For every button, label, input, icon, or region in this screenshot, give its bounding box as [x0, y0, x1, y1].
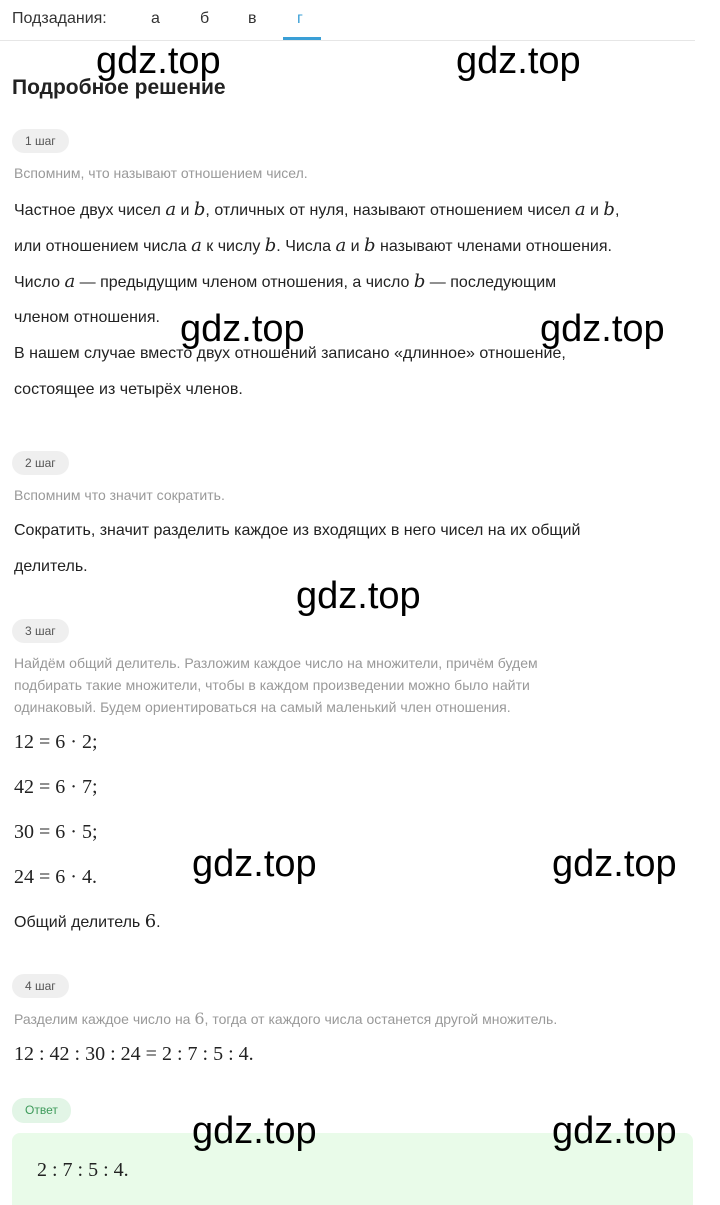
step-1-line: состоящее из четырёх членов. [14, 381, 243, 398]
watermark: gdz.top [192, 1110, 317, 1152]
step-2-badge: 2 шаг [12, 451, 69, 475]
watermark: gdz.top [180, 308, 305, 350]
watermark: gdz.top [192, 843, 317, 885]
step-4-badge: 4 шаг [12, 974, 69, 998]
tab-v[interactable]: в [248, 10, 257, 27]
subtasks-label: Подзадания: [12, 10, 107, 27]
common-divisor-text: Общий делитель 6. [14, 911, 161, 932]
step-2-hint: Вспомним что значит сократить. [14, 487, 225, 503]
subtask-tabs [0, 0, 695, 41]
step-1-line: Число a — предыдущим членом отношения, а число b — последующим [14, 271, 557, 292]
watermark: gdz.top [456, 40, 581, 82]
final-equation: 12 : 42 : 30 : 24 = 2 : 7 : 5 : 4. [14, 1043, 254, 1065]
answer-value: 2 : 7 : 5 : 4. [37, 1159, 129, 1181]
watermark: gdz.top [540, 308, 665, 350]
step-1-line: В нашем случае вместо двух отношений записано «длинное» отношение, [14, 345, 566, 362]
step-3-hint: Найдём общий делитель. Разложим каждое число на множители, причём будем подбирать такие множители, чтобы в каждом произведении можно было найти одинаковый. Будем ориентироваться на самый маленький член отношения. [14, 655, 538, 715]
step-1-hint: Вспомним, что называют отношением чисел. [14, 165, 308, 181]
step-1-text [14, 192, 619, 408]
equation-42: 42 = 6 · 7; [14, 776, 98, 798]
step-4-hint: Разделим каждое число на 6, тогда от каждого числа останется другой множитель. [14, 1009, 558, 1028]
watermark: gdz.top [96, 40, 221, 82]
step-2-line: Сократить, значит разделить каждое из входящих в него чисел на их общий [14, 522, 581, 539]
tab-b[interactable]: б [200, 10, 210, 27]
step-2-line: делитель. [14, 558, 88, 575]
watermark: gdz.top [552, 1110, 677, 1152]
watermark: gdz.top [552, 843, 677, 885]
watermark: gdz.top [296, 575, 421, 617]
active-tab-indicator [283, 37, 321, 40]
step-1-line: Частное двух чисел a и b, отличных от нуля, называют отношением чисел a и b, [14, 199, 620, 220]
equation-30: 30 = 6 · 5; [14, 821, 98, 843]
step-3-badge: 3 шаг [12, 619, 69, 643]
step-1-badge: 1 шаг [12, 129, 69, 153]
equation-24: 24 = 6 · 4. [14, 866, 97, 888]
answer-badge: Ответ [12, 1098, 71, 1123]
step-1-line: членом отношения. [14, 309, 160, 326]
tab-a[interactable]: а [151, 10, 160, 27]
page-title: Подробное решение [12, 76, 226, 99]
tab-g[interactable]: г [297, 10, 303, 27]
equation-12: 12 = 6 · 2; [14, 731, 98, 753]
step-1-line: или отношением числа a к числу b. Числа a и b называют членами отношения. [14, 235, 612, 256]
